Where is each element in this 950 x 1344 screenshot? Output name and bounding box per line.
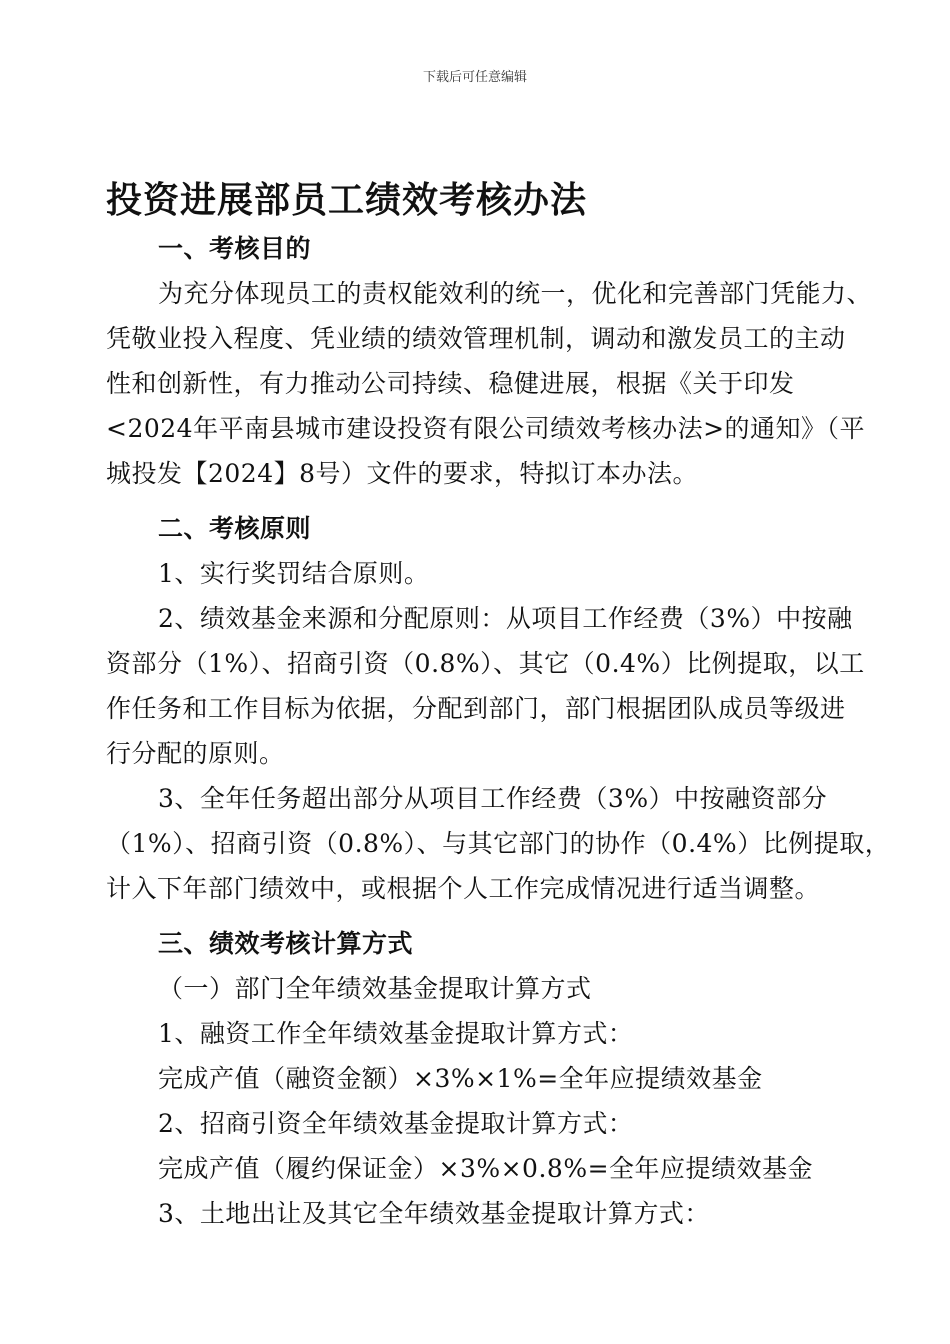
paragraph-line: 凭敬业投入程度、凭业绩的绩效管理机制，调动和激发员工的主动	[106, 324, 846, 353]
paragraph-line: 为充分体现员工的责权能效利的统一，优化和完善部门凭能力、	[158, 279, 873, 308]
paragraph-line: 1、融资工作全年绩效基金提取计算方式：	[158, 1019, 634, 1048]
formula-line: 完成产值（履约保证金）×3%×0.8%=全年应提绩效基金	[158, 1154, 814, 1183]
paragraph-line: <2024年平南县城市建设投资有限公司绩效考核办法>的通知》（平	[106, 414, 866, 443]
paragraph-line: 行分配的原则。	[106, 739, 285, 768]
paragraph-line: 1、实行奖罚结合原则。	[158, 559, 430, 588]
paragraph-line: 性和创新性，有力推动公司持续、稳健进展，根据《关于印发	[106, 369, 795, 398]
section-heading-principles: 二、考核原则	[158, 514, 312, 543]
paragraph-line: （一）部门全年绩效基金提取计算方式	[158, 974, 592, 1003]
paragraph-line: （1%）、招商引资（0.8%）、与其它部门的协作（0.4%）比例提取，	[106, 829, 891, 858]
header-note: 下载后可任意编辑	[422, 70, 527, 85]
paragraph-line: 作任务和工作目标为依据，分配到部门，部门根据团队成员等级进	[106, 694, 846, 723]
document-body	[106, 226, 891, 1236]
section-heading-purpose: 一、考核目的	[158, 234, 312, 263]
paragraph-line: 城投发【2024】8号）文件的要求，特拟订本办法。	[106, 459, 699, 488]
paragraph-line: 资部分（1%）、招商引资（0.8%）、其它（0.4%）比例提取，以工	[106, 649, 865, 678]
formula-line: 完成产值（融资金额）×3%×1%=全年应提绩效基金	[158, 1064, 763, 1093]
paragraph-line: 2、绩效基金来源和分配原则：从项目工作经费（3%）中按融	[158, 604, 853, 633]
section-heading-calculation: 三、绩效考核计算方式	[158, 929, 414, 958]
paragraph-line: 计入下年部门绩效中，或根据个人工作完成情况进行适当调整。	[106, 874, 821, 903]
document-title: 投资进展部员工绩效考核办法	[106, 179, 588, 221]
paragraph-line: 3、全年任务超出部分从项目工作经费（3%）中按融资部分	[158, 784, 828, 813]
paragraph-line: 2、招商引资全年绩效基金提取计算方式：	[158, 1109, 634, 1138]
paragraph-line: 3、土地出让及其它全年绩效基金提取计算方式：	[158, 1199, 710, 1228]
